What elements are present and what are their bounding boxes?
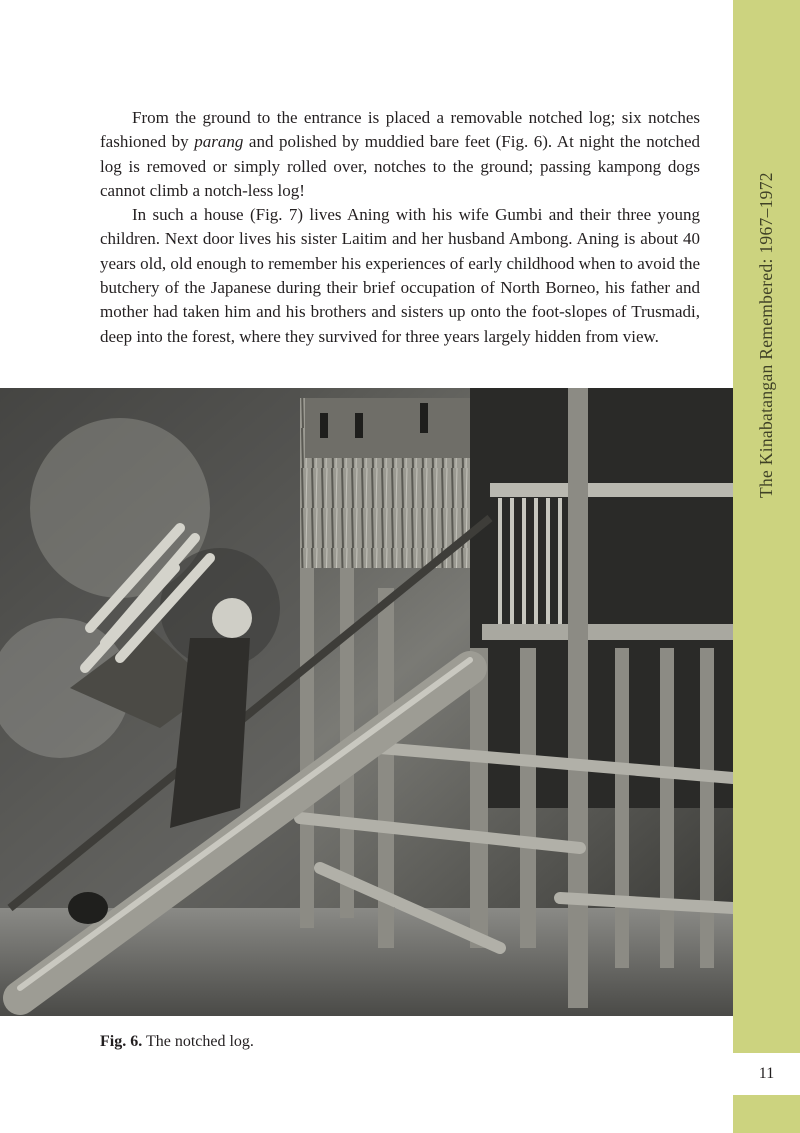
paragraph-1 (100, 106, 700, 203)
figure-caption (100, 1033, 254, 1051)
paragraph-2: In such a house (Fig. 7) lives Aning with his wife Gumbi and their three young children. Next door lives his sister Laitim and her husband Ambong. Aning is about 40 years old, old enough to remember his experiences of early childhood when to avoid the butchery of the Japanese during their brief occupation of North Borneo, his father and mother had taken him and his brothers and sisters up onto the foot-slopes of Trusmadi, deep into the forest, where they survived for three years largely hidden from view. (100, 205, 701, 346)
paragraph-1-part-b: and polished by muddied bare feet (Fig. 6). At night the notched log is removed or simply rolled over, notches to the ground; passing kampong dogs cannot climb a notch-less log! (100, 132, 701, 200)
figure-caption-text: The notched log. (145, 1033, 254, 1050)
figure-photo (0, 388, 733, 1016)
paragraph-1-emphasis: parang (194, 132, 244, 152)
running-title (733, 431, 800, 498)
page-number: 11 (733, 1053, 800, 1095)
figure-label: Fig. 6. (100, 1033, 143, 1050)
body-text (100, 106, 700, 349)
side-band (733, 0, 800, 1133)
paragraph-1-part-a: From the ground to the entrance is placed a removable notched log; six notches fashioned by (100, 108, 700, 152)
photo-illustration (0, 388, 733, 1016)
